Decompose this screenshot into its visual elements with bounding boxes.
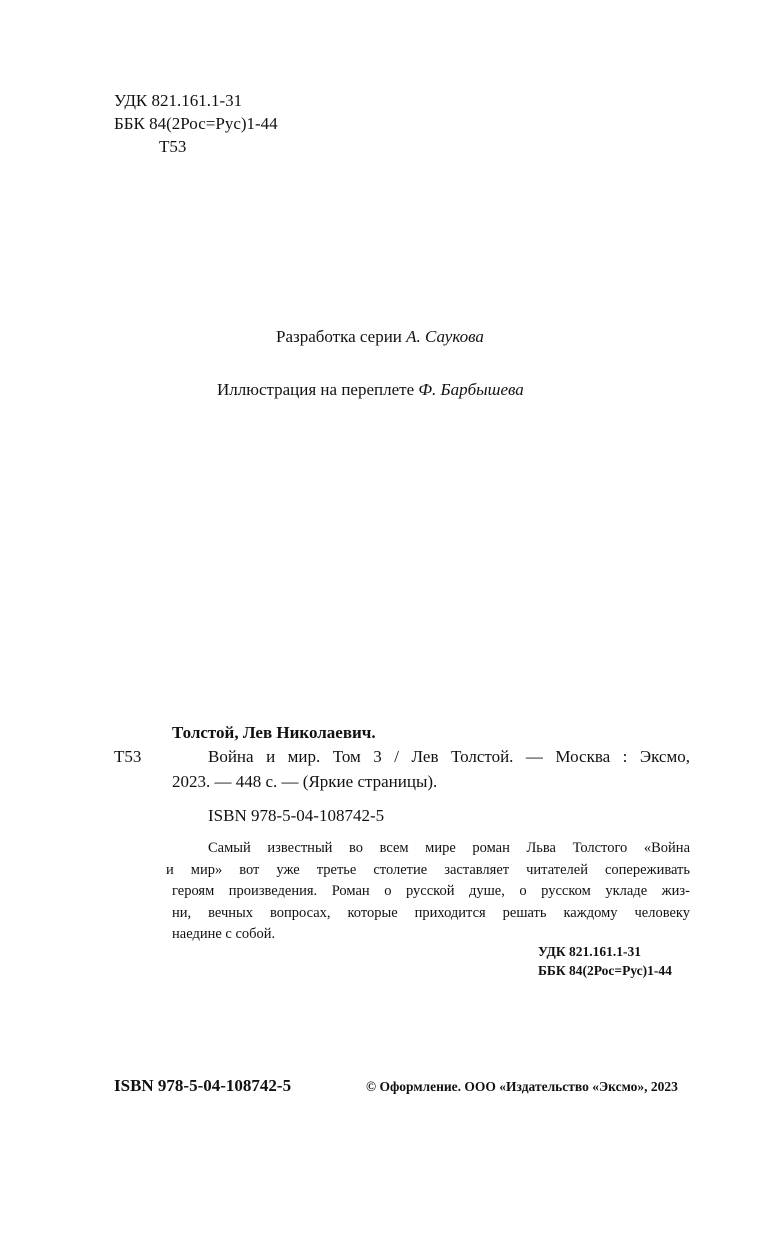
illustration-credit-label: Иллюстрация на переплете: [217, 380, 415, 399]
catalog-isbn: ISBN 978-5-04-108742-5: [208, 806, 385, 825]
annotation-line: и мир» вот уже третье столетие заставляет читателей сопереживать: [166, 861, 690, 878]
series-credit-author: А. Саукова: [406, 327, 484, 346]
catalog-annotation: [166, 838, 690, 946]
catalog-title-line-1: Война и мир. Том 3 / Лев Толстой. — Москва : Эксмо,: [208, 747, 690, 766]
series-credit-label: Разработка серии: [276, 327, 402, 346]
catalog-author-mark: Т53: [114, 747, 142, 766]
annotation-line: героям произведения. Роман о русской душе, о русском укладе жиз-: [172, 883, 690, 899]
annotation-line: наедине с собой.: [172, 926, 276, 942]
footer-copyright: © Оформление. ООО «Издательство «Эксмо», 2023: [366, 1079, 678, 1094]
illustration-credit-author: Ф. Барбышева: [418, 380, 524, 399]
catalog-author-heading: Толстой, Лев Николаевич.: [172, 723, 376, 742]
annotation-line: ни, вечных вопросах, которые приходится решать каждому человеку: [172, 904, 690, 921]
series-credit: [276, 326, 484, 348]
catalog-title-line-2: 2023. — 448 с. — (Яркие страницы).: [172, 772, 438, 791]
top-author-mark: Т53: [159, 137, 187, 156]
annotation-line: Самый известный во всем мире роман Льва Толстого «Война: [208, 840, 690, 856]
top-bbk: ББК 84(2Рос=Рус)1-44: [114, 114, 278, 133]
top-udk: УДК 821.161.1-31: [114, 91, 243, 110]
illustration-credit: [217, 379, 524, 401]
footer-isbn: ISBN 978-5-04-108742-5: [114, 1076, 292, 1095]
catalog-bbk: ББК 84(2Рос=Рус)1-44: [538, 963, 672, 978]
catalog-udk: УДК 821.161.1-31: [538, 944, 641, 959]
